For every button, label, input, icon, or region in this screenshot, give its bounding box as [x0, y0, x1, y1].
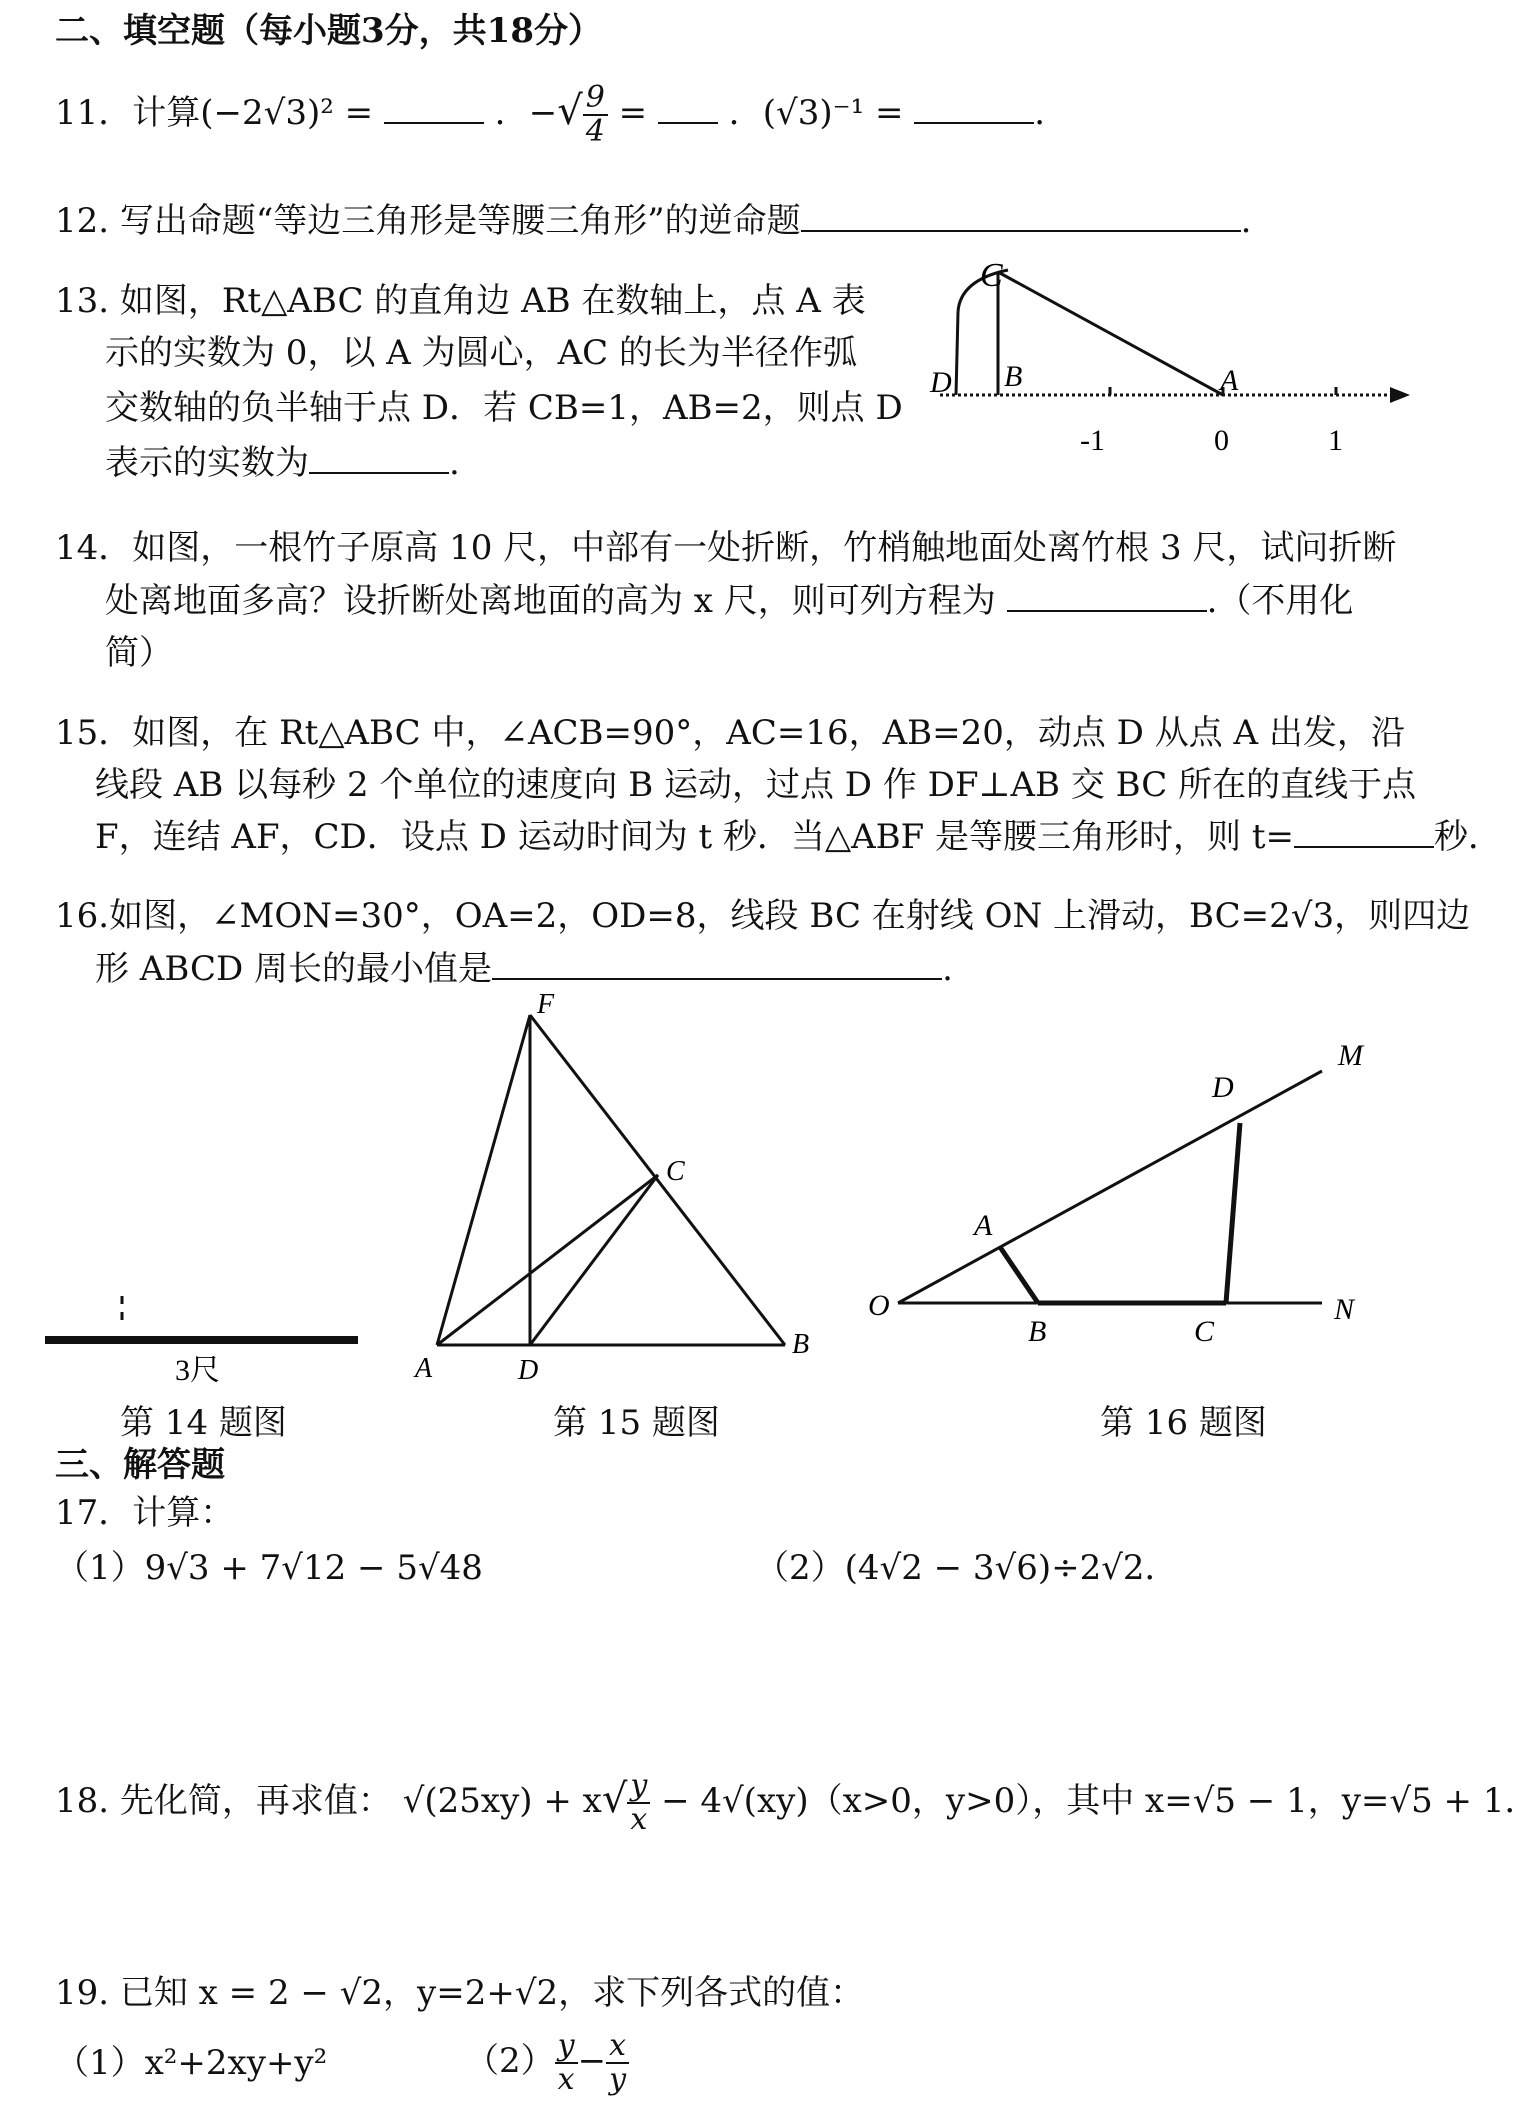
section-fill-heading: 二、填空题（每小题3分，共18分）	[55, 11, 602, 51]
fig15-label-D: D	[518, 1355, 539, 1386]
q18-frac-num: y	[627, 1770, 650, 1804]
question-18	[55, 1770, 1538, 1836]
q11-blank-3[interactable]	[914, 92, 1034, 124]
q19-frac-2	[606, 2030, 629, 2096]
q11-fraction	[583, 82, 608, 148]
fig15-caption: 第 15 题图	[553, 1403, 720, 1443]
fig16-label-C: C	[1194, 1315, 1215, 1348]
fig14-caption: 第 14 题图	[120, 1403, 287, 1443]
q15-line-3	[95, 814, 1502, 860]
q11-part1: 计算(−2√3)² =	[132, 93, 374, 133]
q13-line-2: 示的实数为 0，以 A 为圆心，AC 的长为半径作弧	[105, 333, 857, 373]
q14-line-2-end: .（不用化	[1206, 581, 1354, 621]
q18-sqrt-sign: √	[601, 1776, 628, 1822]
fig16-ray-OM	[898, 1071, 1322, 1303]
question-11	[55, 82, 1068, 148]
fig13-label-A: A	[1220, 364, 1239, 397]
figure-16-angle	[860, 1035, 1420, 1355]
q18-lead: 18. 先化简，再求值：	[55, 1781, 392, 1821]
q12-text: 12. 写出命题“等边三角形是等腰三角形”的逆命题	[55, 201, 801, 241]
q11-blank-2[interactable]	[658, 92, 718, 124]
q17-part-2: （2）(4√2 − 3√6)÷2√2．	[755, 1548, 1179, 1588]
fig13-segment-CA	[998, 272, 1223, 395]
q13-line-4-text: 表示的实数为	[105, 443, 309, 483]
q19-frac-1-den: x	[557, 2062, 575, 2097]
q14-line-2-text: 处离地面多高？设折断处离地面的高为 x 尺，则可列方程为	[105, 581, 996, 621]
q19-frac-1-num: y	[555, 2030, 578, 2064]
q15-blank[interactable]	[1294, 816, 1434, 848]
fig16-label-A: A	[974, 1209, 993, 1242]
fig16-label-N: N	[1334, 1293, 1355, 1326]
q13-end: .	[449, 443, 460, 483]
q19-stem: 19. 已知 x = 2 − √2，y=2+√2，求下列各式的值：	[55, 1973, 865, 2013]
q19-part-2-label: （2）	[465, 2041, 555, 2081]
q11-part5: ．	[1034, 93, 1069, 133]
fig15-label-B: B	[792, 1329, 810, 1360]
question-12	[55, 198, 1251, 244]
q12-blank[interactable]	[801, 200, 1241, 232]
q16-line-1: 16.如图，∠MON=30°，OA=2，OD=8，线段 BC 在射线 ON 上滑动，BC=2√3，则四边	[55, 896, 1471, 936]
fig14-label: 3尺	[175, 1354, 220, 1387]
fig16-label-O: O	[868, 1289, 890, 1322]
q11-part3: =	[618, 93, 648, 133]
q14-line-3: 简）	[105, 633, 173, 673]
q18-expr-a: √(25xy) + x	[402, 1781, 602, 1821]
q18-expr-b: − 4√(xy)（x>0，y>0），其中 x=√5 − 1，y=√5 + 1．	[661, 1781, 1538, 1821]
q15-line-3-end: 秒．	[1434, 817, 1503, 857]
q17-part-1: （1）9√3 + 7√12 − 5√48	[55, 1548, 483, 1588]
q13-line-4	[105, 440, 460, 486]
q19-minus: −	[577, 2041, 607, 2081]
q11-number: 11．	[55, 93, 133, 133]
q13-line-3: 交数轴的负半轴于点 D．若 CB=1，AB=2，则点 D	[105, 388, 903, 428]
q19-part-1: （1）x²+2xy+y²	[55, 2043, 328, 2083]
fig13-tick-label-neg1: -1	[1080, 424, 1105, 457]
fig16-caption: 第 16 题图	[1100, 1403, 1267, 1443]
fig15-segment-FA	[437, 1015, 530, 1345]
fig13-arc-lower	[956, 312, 958, 395]
q11-sqrt-sign: √	[557, 88, 583, 134]
figure-15-triangle	[400, 985, 820, 1385]
fig13-label-B: B	[1004, 360, 1023, 393]
q11-part2: ．−	[494, 93, 558, 133]
q16-line-2-text: 形 ABCD 周长的最小值是	[95, 949, 493, 989]
q12-end: .	[1240, 201, 1252, 241]
q13-line-1: 13. 如图，Rt△ABC 的直角边 AB 在数轴上，点 A 表	[55, 281, 866, 321]
q19-frac-2-num: x	[606, 2030, 629, 2064]
q18-fraction	[627, 1770, 650, 1836]
q19-frac-2-den: y	[609, 2062, 627, 2097]
fig15-label-C: C	[666, 1156, 685, 1187]
fig13-label-D: D	[930, 366, 952, 399]
q11-frac-den: 4	[585, 114, 605, 149]
q18-frac-den: x	[630, 1802, 648, 1837]
q17-title: 17．计算：	[55, 1493, 235, 1533]
q15-line-1: 15．如图，在 Rt△ABC 中，∠ACB=90°，AC=16，AB=20，动点 D 从点 A 出发，沿	[55, 713, 1405, 753]
fig13-axis-arrow	[1390, 387, 1410, 403]
fig16-label-B: B	[1028, 1315, 1047, 1348]
fig13-tick-label-1: 1	[1328, 424, 1343, 457]
q14-blank[interactable]	[1007, 580, 1207, 612]
fig16-label-M: M	[1338, 1039, 1363, 1072]
fig15-label-A: A	[415, 1353, 433, 1384]
fig16-label-D: D	[1212, 1071, 1234, 1104]
fig16-segment-AB	[1000, 1247, 1038, 1303]
q15-line-2: 线段 AB 以每秒 2 个单位的速度向 B 运动，过点 D 作 DF⊥AB 交 BC 所在的直线于点	[95, 765, 1417, 805]
q16-line-2-end: .	[942, 949, 953, 989]
fig16-segment-DC	[1226, 1123, 1240, 1303]
q19-part-2	[465, 2030, 629, 2096]
fig13-label-C: C	[980, 257, 1003, 294]
q14-line-1: 14．如图，一根竹子原高 10 尺，中部有一处折断，竹梢触地面处离竹根 3 尺，试问折断	[55, 528, 1397, 568]
figure-13-number-line	[920, 250, 1410, 470]
q11-blank-1[interactable]	[384, 92, 484, 124]
q16-blank[interactable]	[492, 948, 942, 980]
q14-line-2	[105, 578, 1353, 624]
q11-frac-num: 9	[583, 82, 608, 116]
q19-frac-1	[555, 2030, 578, 2096]
fig15-label-F: F	[537, 989, 555, 1020]
q15-line-3-text: F，连结 AF，CD．设点 D 运动时间为 t 秒．当△ABF 是等腰三角形时，则 t=	[95, 817, 1295, 857]
figure-14-bamboo	[40, 1290, 370, 1390]
q11-part4: ．(√3)⁻¹ =	[728, 93, 904, 133]
q13-blank[interactable]	[309, 442, 449, 474]
section-solve-heading: 三、解答题	[55, 1445, 225, 1485]
fig13-tick-label-0: 0	[1214, 424, 1229, 457]
